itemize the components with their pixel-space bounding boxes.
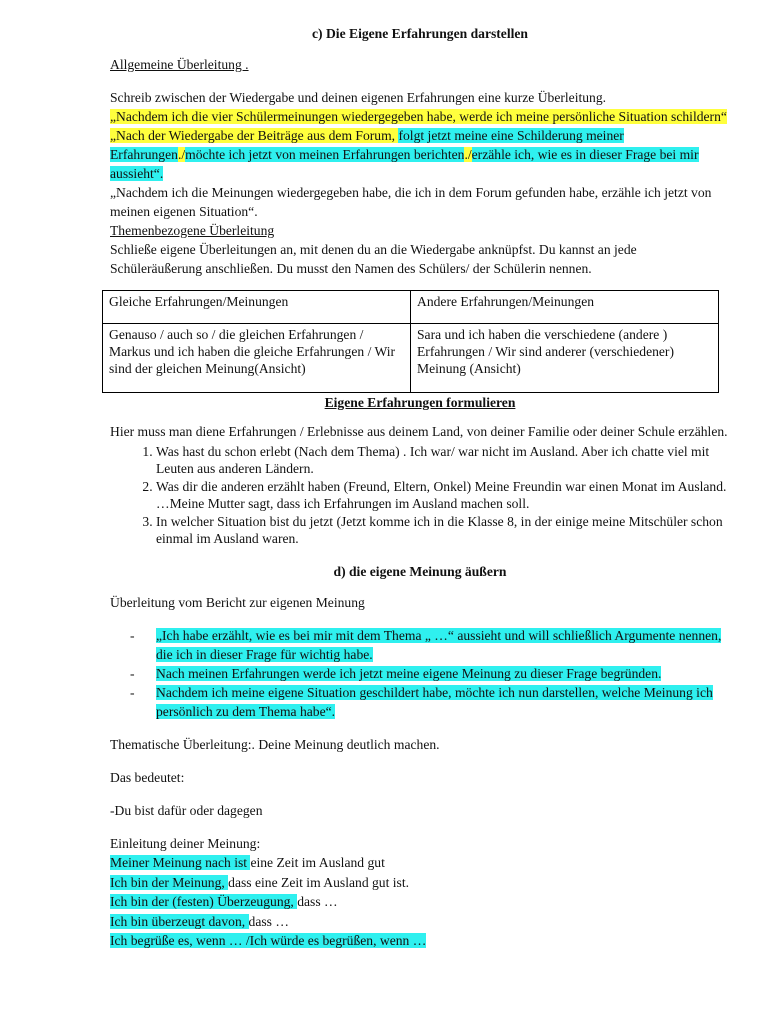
list-item: - Nachdem ich meine eigene Situation geschildert habe, möchte ich nun darstellen, welche Meinung ich persönlich zu dem Thema habe“. bbox=[130, 685, 713, 719]
own-experience-heading: Eigene Erfahrungen formulieren bbox=[324, 395, 516, 410]
list-item: - Nach meinen Erfahrungen werde ich jetzt meine eigene Meinung zu dieser Frage begründen. bbox=[130, 666, 662, 681]
table-cell-same: Genauso / auch so / die gleichen Erfahrungen / Markus und ich haben die gleiche Erfahrungen / Wir sind der gleichen Meinung(Ansicht) bbox=[103, 324, 411, 393]
own-experience-intro: Hier muss man diene Erfahrungen / Erlebnisse aus deinem Land, von deiner Familie oder deiner Schule erzählen. bbox=[110, 424, 728, 439]
experience-list bbox=[110, 443, 730, 547]
general-transition-heading: Allgemeine Überleitung . bbox=[110, 57, 249, 72]
opinion-intro-label: Einleitung deiner Meinung: bbox=[110, 836, 261, 851]
thematic-transition-heading: Themenbezogene Überleitung bbox=[110, 223, 275, 238]
table-header-different: Andere Erfahrungen/Meinungen bbox=[411, 291, 719, 324]
comparison-table bbox=[102, 290, 719, 393]
general-transition-intro: Schreib zwischen der Wiedergabe und deinen eigenen Erfahrungen eine kurze Überleitung. bbox=[110, 90, 607, 105]
phrase-line: Ich bin der (festen) Überzeugung, dass … bbox=[110, 894, 338, 909]
section-d-title: d) die eigene Meinung äußern bbox=[333, 564, 507, 579]
quote-1: „Nachdem ich die vier Schülermeinungen wiedergegeben habe, werde ich meine persönliche Situation schildern“ bbox=[110, 109, 727, 124]
phrase-line: Meiner Meinung nach ist eine Zeit im Ausland gut bbox=[110, 855, 385, 870]
quote-2: „Nach der Wiedergabe der Beiträge aus dem Forum, folgt jetzt meine eine Schilderung meiner Erfahrungen./möchte ich jetzt von meinen Erfahrungen berichten./erzähle ich, wie es in dieser Frage bei mir aussieht“. bbox=[110, 128, 699, 181]
phrase-line: Ich bin überzeugt davon, dass … bbox=[110, 913, 289, 929]
for-against-line: -Du bist dafür oder dagegen bbox=[110, 803, 263, 818]
table-header-same: Gleiche Erfahrungen/Meinungen bbox=[103, 291, 411, 324]
thematic-transition-d: Thematische Überleitung:. Deine Meinung deutlich machen. bbox=[110, 737, 440, 752]
section-c-title: c) Die Eigene Erfahrungen darstellen bbox=[312, 26, 528, 41]
opinion-transition-list bbox=[110, 626, 730, 721]
quote-3: „Nachdem ich die Meinungen wiedergegeben habe, die ich in dem Forum gefunden habe, erzähle ich jetzt von meinen eigenen Situation“. bbox=[110, 185, 712, 219]
phrase-line: Ich begrüße es, wenn … /Ich würde es begrüßen, wenn … bbox=[110, 933, 427, 948]
transition-label: Überleitung vom Bericht zur eigenen Meinung bbox=[110, 595, 365, 610]
list-item: - „Ich habe erzählt, wie es bei mir mit dem Thema „ …“ aussieht und will schließlich Argumente nennen, die ich in dieser Frage für wichtig habe. bbox=[130, 628, 722, 662]
table-cell-different: Sara und ich haben die verschiedene (andere ) Erfahrungen / Wir sind anderer (verschiedener) Meinung (Ansicht) bbox=[411, 324, 719, 393]
means-label: Das bedeutet: bbox=[110, 770, 185, 785]
phrase-line: Ich bin der Meinung, dass eine Zeit im Ausland gut ist. bbox=[110, 874, 410, 890]
document-page bbox=[110, 20, 730, 951]
thematic-transition-text: Schließe eigene Überleitungen an, mit denen du an die Wiedergabe anknüpfst. Du kannst an jede Schüleräußerung anschließen. Du musst den Namen des Schülers/ der Schülerin nennen. bbox=[110, 242, 637, 276]
list-item: 2. Was dir die anderen erzählt haben (Freund, Eltern, Onkel) Meine Freundin war einen Monat im Ausland. …Meine Mutter sagt, dass ich Erfahrungen im Ausland machen soll. bbox=[156, 478, 730, 512]
list-item: 3. In welcher Situation bist du jetzt (Jetzt komme ich in die Klasse 8, in der einige meine Mitschüler schon einmal im Ausland waren. bbox=[156, 513, 730, 547]
list-item: 1. Was hast du schon erlebt (Nach dem Thema) . Ich war/ war nicht im Ausland. Aber ich chatte viel mit Leuten aus anderen Ländern. bbox=[156, 443, 730, 477]
